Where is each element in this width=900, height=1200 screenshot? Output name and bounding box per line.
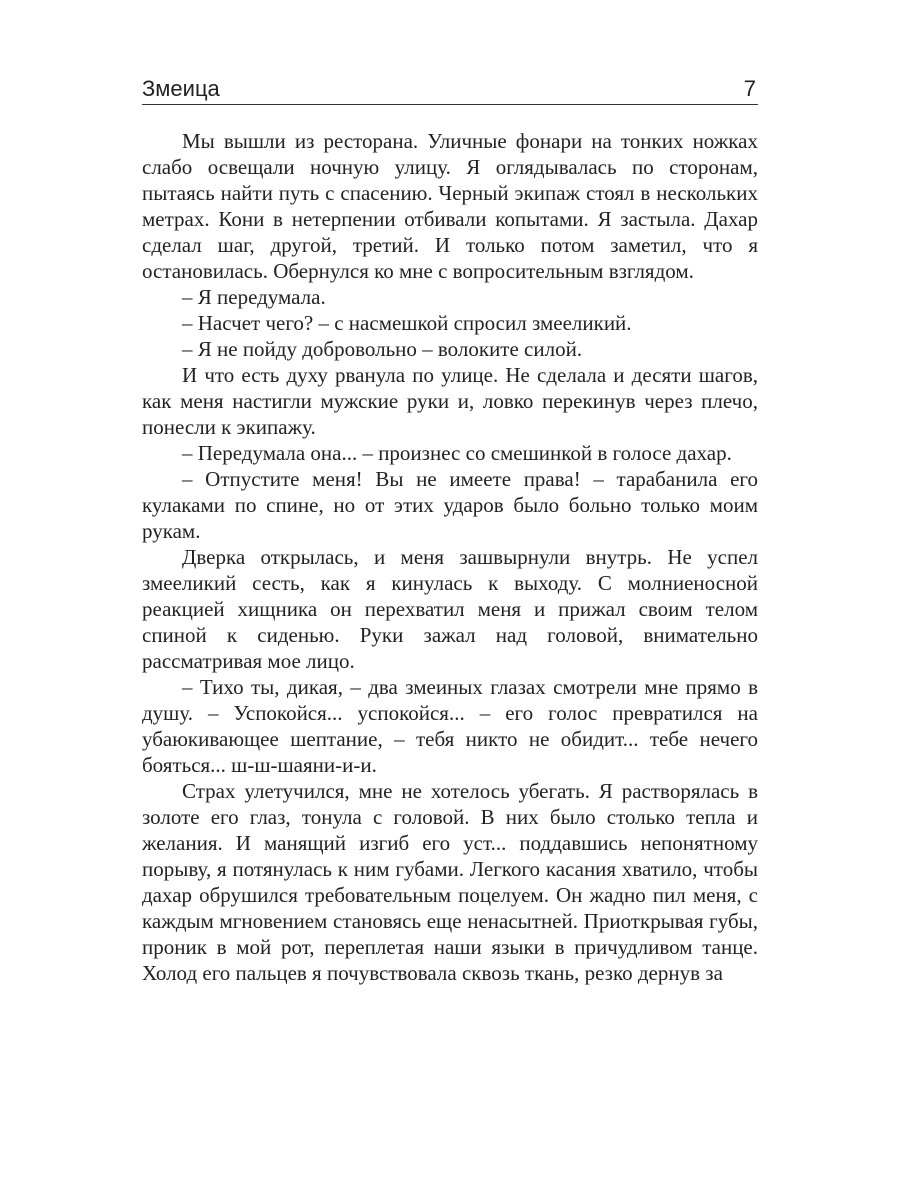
paragraph: – Насчет чего? – с насмешкой спросил змееликий. xyxy=(182,311,632,335)
paragraph: Страх улетучился, мне не хотелось убегать. Я растворялась в золоте его глаз, тонула с головой. В них было столько тепла и желания. И манящий изгиб его уст... поддавшись непонятному порыву, я потянулась к ним губами. Легкого касания хватило, чтобы дахар обрушился требовательным поцелуем. Он жадно пил меня, с каждым мгновением становясь еще ненасытней. Приоткрывая губы, проник в мой рот, переплетая наши языки в причудливом танце. Холод его пальцев я почувствовала сквозь ткань, резко дернув за xyxy=(142,779,758,985)
paragraph: – Я передумала. xyxy=(182,285,326,309)
page-number: 7 xyxy=(743,76,756,101)
paragraph: Дверка открылась, и меня зашвырнули внутрь. Не успел змееликий сесть, как я кинулась к выходу. С молниеносной реакцией хищника он перехватил меня и прижал своим телом спиной к сиденью. Руки зажал над головой, внимательно рассматривая мое лицо. xyxy=(142,545,758,673)
body-text xyxy=(142,128,758,986)
paragraph: Мы вышли из ресторана. Уличные фонари на тонких ножках слабо освещали ночную улицу. Я оглядывалась по сторонам, пытаясь найти путь с спасению. Черный экипаж стоял в нескольких метрах. Кони в нетерпении отбивали копытами. Я застыла. Дахар сделал шаг, другой, третий. И только потом заметил, что я остановилась. Обернулся ко мне с вопросительным взглядом. xyxy=(142,129,758,283)
paragraph: – Я не пойду добровольно – волоките силой. xyxy=(182,337,583,361)
header-rule xyxy=(142,104,758,105)
paragraph: – Отпустите меня! Вы не имеете права! – тарабанила его кулаками по спине, но от этих ударов было больно только моим рукам. xyxy=(142,467,758,543)
paragraph: И что есть духу рванула по улице. Не сделала и десяти шагов, как меня настигли мужские руки и, ловко перекинув через плечо, понесли к экипажу. xyxy=(142,363,758,439)
paragraph: – Передумала она... – произнес со смешинкой в голосе дахар. xyxy=(182,441,732,465)
chapter-title: Змеица xyxy=(142,76,220,101)
running-head xyxy=(142,74,758,104)
paragraph: – Тихо ты, дикая, – два змеиных глазах смотрели мне прямо в душу. – Успокойся... успокойся... – его голос превратился на убаюкивающее шептание, – тебя никто не обидит... тебе нечего бояться... ш-ш-шаяни-и-и. xyxy=(142,675,758,777)
